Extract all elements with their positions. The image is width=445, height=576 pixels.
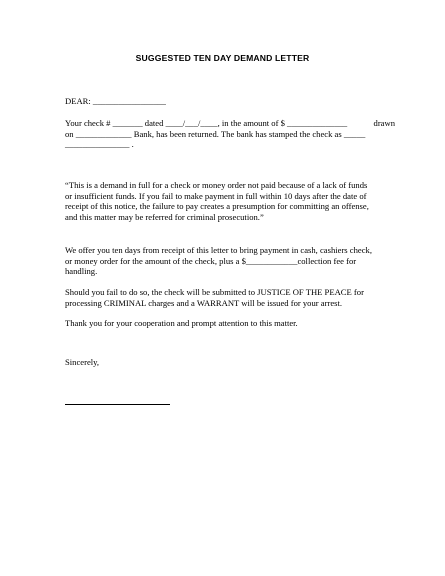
check-details-line-1-left: Your check # _______ dated ____/___/____, in the amount of $ ______________: [65, 118, 348, 128]
demand-quote-line-1: “This is a demand in full for a check or money order not paid because of a lack of funds: [65, 180, 368, 190]
warning-paragraph: [65, 287, 395, 308]
offer-line-2: or money order for the amount of the check, plus a $____________collection fee for: [65, 255, 357, 266]
offer-line-3: handling.: [65, 266, 98, 277]
offer-paragraph: [65, 245, 395, 277]
demand-quote-paragraph: [65, 180, 395, 222]
salutation-line: DEAR: _________________: [65, 96, 166, 106]
warning-line-2: processing CRIMINAL charges and a WARRANT will be issued for your arrest.: [65, 297, 343, 308]
check-details-line-3: _______________ .: [65, 139, 134, 150]
check-details-line-1-right: drawn: [373, 118, 395, 128]
thanks-paragraph: [65, 318, 395, 329]
salutation: [65, 96, 395, 107]
check-details-paragraph: [65, 118, 395, 150]
warning-line-1: Should you fail to do so, the check will be submitted to JUSTICE OF THE PEACE for: [65, 287, 364, 297]
thanks-line: Thank you for your cooperation and prompt attention to this matter.: [65, 318, 298, 328]
closing-paragraph: [65, 357, 395, 368]
demand-quote-line-4: and this matter may be referred for criminal prosecution.”: [65, 211, 264, 222]
offer-line-1: We offer you ten days from receipt of this letter to bring payment in cash, cashiers check,: [65, 245, 372, 255]
letter-title: SUGGESTED TEN DAY DEMAND LETTER: [135, 53, 310, 63]
demand-quote-line-3: receipt of this notice, the failure to pay creates a presumption for committing an offense,: [65, 201, 369, 212]
check-details-line-1: [65, 118, 395, 129]
demand-quote-line-2: or insufficient funds. If you fail to make payment in full within 10 days after the date of: [65, 190, 367, 201]
check-details-line-2: on _____________ Bank, has been returned. The bank has stamped the check as _____: [65, 128, 366, 139]
closing-line: Sincerely,: [65, 357, 100, 367]
signature-line: [65, 404, 170, 405]
